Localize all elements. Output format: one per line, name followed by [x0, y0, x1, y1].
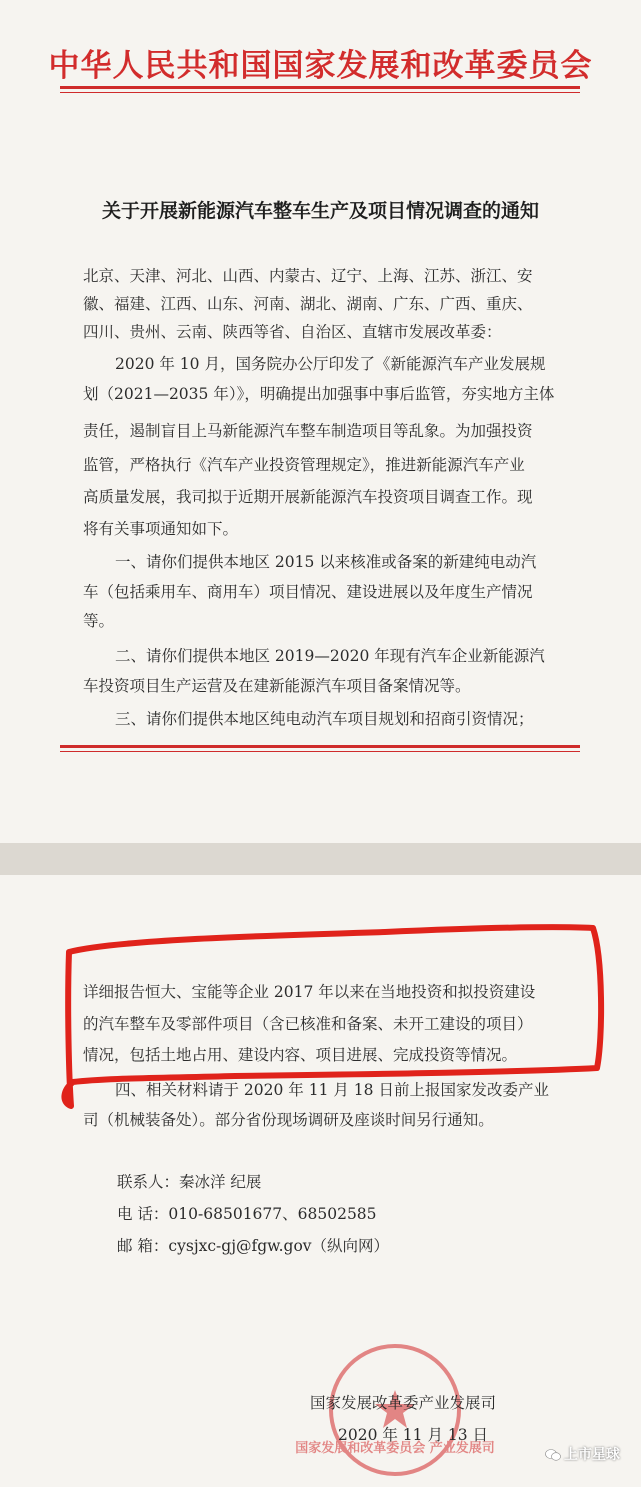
issuing-department: 国家发展改革委产业发展司 — [310, 1394, 497, 1412]
body-line: 二、请你们提供本地区 2019—2020 年现有汽车企业新能源汽 — [115, 647, 545, 665]
body-line: 等。 — [83, 612, 115, 630]
wechat-icon — [545, 1449, 561, 1461]
body-line: 北京、天津、河北、山西、内蒙古、辽宁、上海、江苏、浙江、安 — [83, 267, 533, 285]
seal-label: 国家发展和改革委员会 产业发展司 — [295, 1441, 495, 1456]
contact-email: 邮 箱：cysjxc-gj@fgw.gov（纵向网） — [117, 1237, 390, 1255]
body-line: 高质量发展，我司拟于近期开展新能源汽车投资项目调查工作。现 — [83, 488, 533, 506]
body-line: 四、相关材料请于 2020 年 11 月 18 日前上报国家发改委产业 — [115, 1081, 549, 1099]
page-gap — [0, 843, 641, 875]
watermark-text: 上市星球 — [564, 1447, 620, 1463]
body-line: 车（包括乘用车、商用车）项目情况、建设进展以及年度生产情况 — [83, 583, 533, 601]
body-line: 2020 年 10 月，国务院办公厅印发了《新能源汽车产业发展规 — [115, 355, 546, 373]
document-title: 关于开展新能源汽车整车生产及项目情况调查的通知 — [101, 200, 539, 222]
footer-red-rule — [60, 745, 580, 752]
body-line: 一、请你们提供本地区 2015 以来核准或备案的新建纯电动汽 — [115, 553, 537, 571]
masthead-red-rule — [60, 86, 580, 93]
contact-phone: 电 话：010-68501677、68502585 — [117, 1205, 377, 1223]
body-line: 四川、贵州、云南、陕西等省、自治区、直辖市发展改革委： — [83, 323, 502, 341]
highlighted-line: 详细报告恒大、宝能等企业 2017 年以来在当地投资和拟投资建设 — [83, 983, 536, 1001]
highlighted-line: 的汽车整车及零部件项目（含已核准和备案、未开工建设的项目） — [83, 1015, 533, 1033]
agency-masthead: 中华人民共和国国家发展和改革委员会 — [48, 48, 593, 84]
red-annotation-circle — [55, 918, 605, 1108]
issue-date: 2020 年 11 月 13 日 — [338, 1426, 489, 1444]
body-line: 徽、福建、江西、山东、河南、湖北、湖南、广东、广西、重庆、 — [83, 295, 533, 313]
highlighted-line: 情况，包括土地占用、建设内容、项目进展、完成投资等情况。 — [83, 1046, 518, 1064]
body-line: 三、请你们提供本地区纯电动汽车项目规划和招商引资情况； — [115, 710, 534, 728]
contact-person: 联系人：秦冰洋 纪展 — [117, 1173, 262, 1191]
body-line: 司（机械装备处）。部分省份现场调研及座谈时间另行通知。 — [83, 1111, 494, 1129]
body-line: 将有关事项通知如下。 — [83, 520, 239, 538]
body-line: 责任，遏制盲目上马新能源汽车整车制造项目等乱象。为加强投资 — [83, 422, 533, 440]
watermark — [545, 1444, 620, 1464]
body-line: 监管，严格执行《汽车产业投资管理规定》，推进新能源汽车产业 — [83, 456, 525, 474]
body-line: 车投资项目生产运营及在建新能源汽车项目备案情况等。 — [83, 677, 471, 695]
body-line: 划（2021—2035 年）》，明确提出加强事中事后监管，夯实地方主体 — [83, 385, 555, 403]
